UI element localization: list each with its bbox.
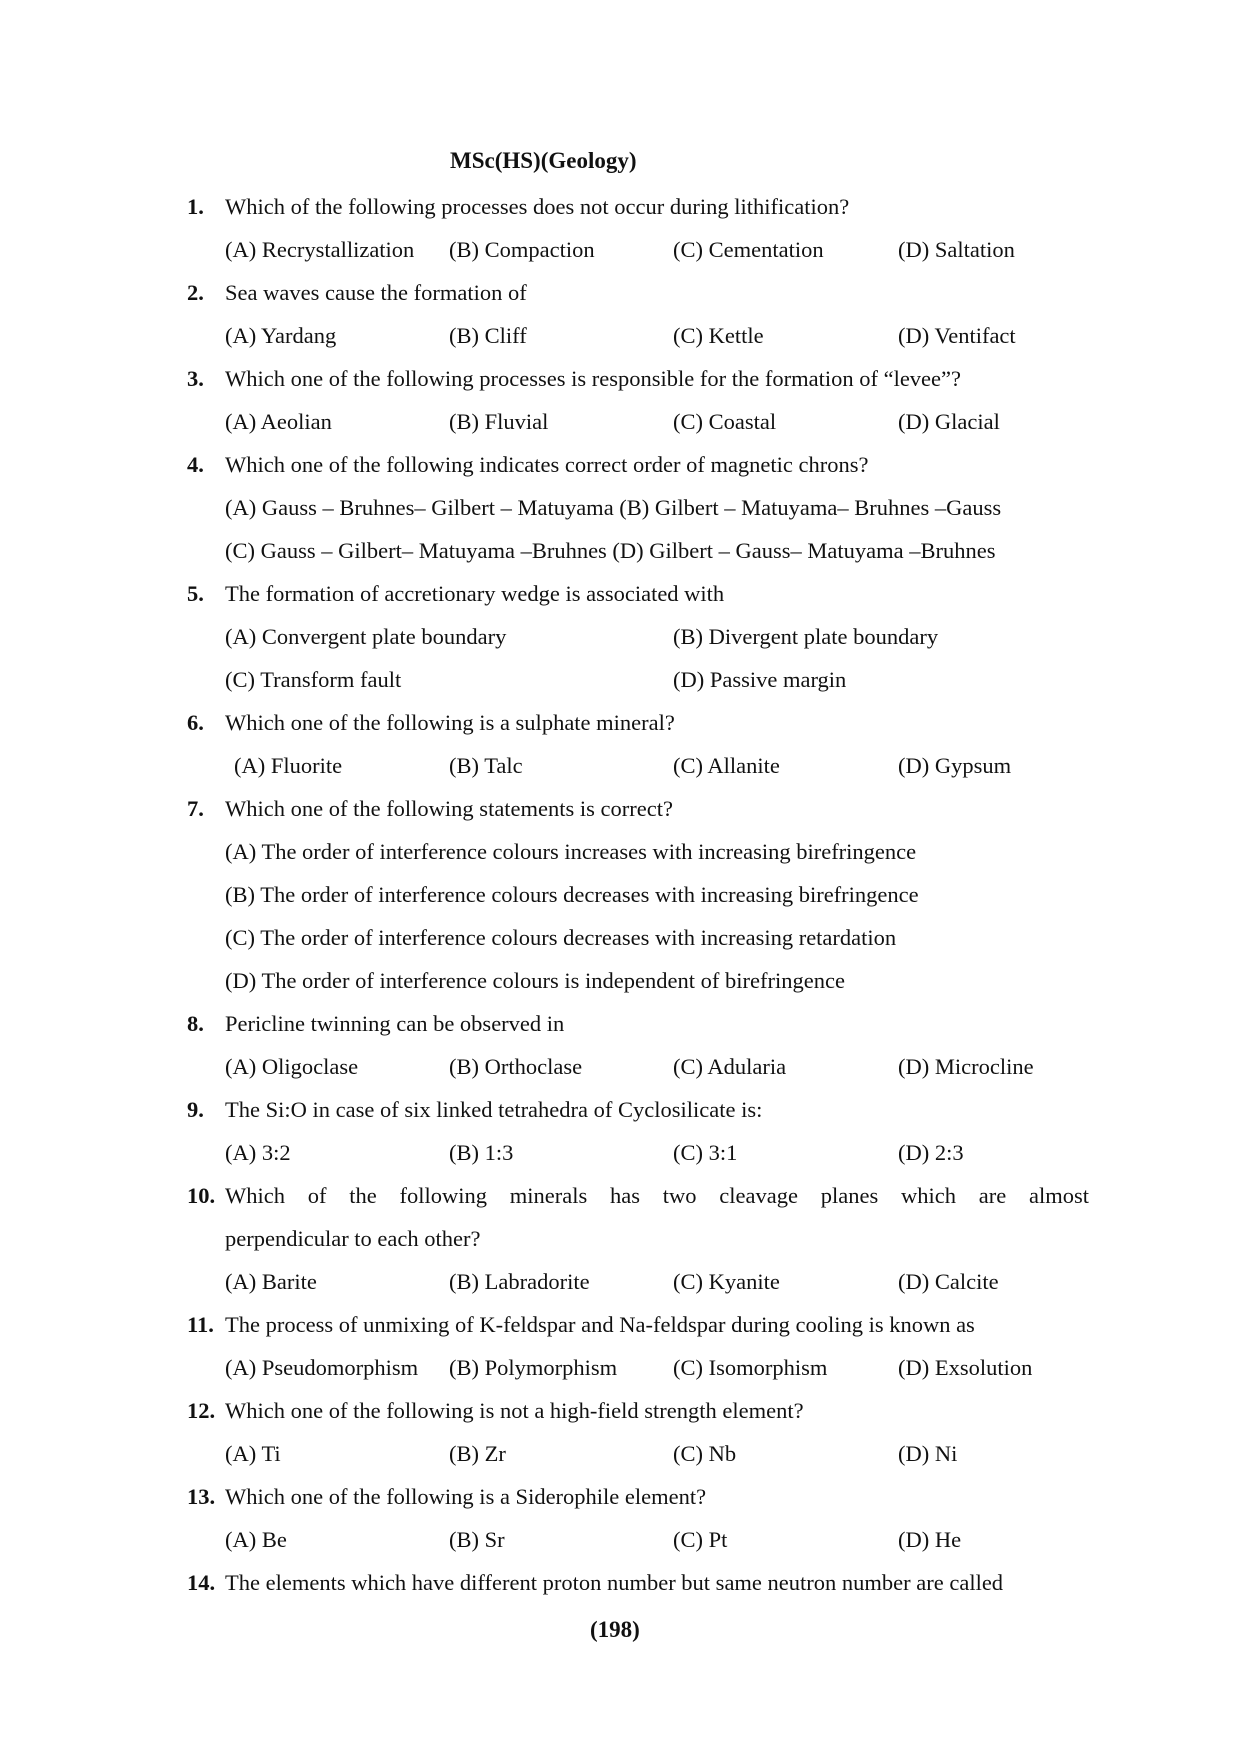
page-number: (198) — [590, 1617, 640, 1642]
option-b: (B) Talc — [449, 753, 523, 778]
option-a: (A) Pseudomorphism — [225, 1355, 419, 1380]
option-a: (A) Recrystallization — [225, 237, 415, 262]
option-a: (A) Barite — [225, 1269, 317, 1294]
option-b: (B) Zr — [449, 1441, 506, 1466]
question-number: 10. — [187, 1183, 216, 1208]
option-d: (D) Exsolution — [898, 1355, 1033, 1380]
exam-title: MSc(HS)(Geology) — [450, 148, 637, 173]
question-text: Which one of the following is a sulphate mineral? — [225, 710, 675, 735]
option-b: (B) Polymorphism — [449, 1355, 618, 1380]
option-b: (B) Orthoclase — [449, 1054, 583, 1079]
option-d: (D) Glacial — [898, 409, 1000, 434]
options-c-d: (C) Gauss – Gilbert– Matuyama –Bruhnes (D) Gilbert – Gauss– Matuyama –Bruhnes — [225, 538, 996, 563]
option-c: (C) Adularia — [673, 1054, 787, 1079]
option-c: (C) Kyanite — [673, 1269, 780, 1294]
option-d: (D) He — [898, 1527, 962, 1552]
question-text: The process of unmixing of K-feldspar and Na-feldspar during cooling is known as — [225, 1312, 975, 1337]
option-b: (B) Cliff — [449, 323, 527, 348]
option-d: (D) 2:3 — [898, 1140, 964, 1165]
option-d: (D) Microcline — [898, 1054, 1034, 1079]
option-c: (C) Nb — [673, 1441, 737, 1466]
option-a: (A) Convergent plate boundary — [225, 624, 507, 649]
question-number: 13. — [187, 1484, 216, 1509]
option-d: (D) Passive margin — [673, 667, 847, 692]
option-a: (A) Aeolian — [225, 409, 332, 434]
option-b: (B) Divergent plate boundary — [673, 624, 939, 649]
option-b: (B) The order of interference colours decreases with increasing birefringence — [225, 882, 919, 907]
option-d: (D) Calcite — [898, 1269, 999, 1294]
option-a: (A) Be — [225, 1527, 287, 1552]
option-a: (A) 3:2 — [225, 1140, 291, 1165]
option-c: (C) 3:1 — [673, 1140, 738, 1165]
question-text: The formation of accretionary wedge is associated with — [225, 581, 725, 606]
option-c: (C) Cementation — [673, 237, 824, 262]
option-b: (B) Labradorite — [449, 1269, 590, 1294]
question-text: Which one of the following is not a high-field strength element? — [225, 1398, 804, 1423]
question-text: Which one of the following indicates correct order of magnetic chrons? — [225, 452, 869, 477]
option-a: (A) The order of interference colours increases with increasing birefringence — [225, 839, 917, 864]
option-a: (A) Oligoclase — [225, 1054, 359, 1079]
question-number: 9. — [187, 1097, 204, 1122]
option-d: (D) Ni — [898, 1441, 958, 1466]
question-text: Sea waves cause the formation of — [225, 280, 527, 305]
option-b: (B) 1:3 — [449, 1140, 514, 1165]
question-number: 6. — [187, 710, 204, 735]
option-c: (C) Transform fault — [225, 667, 402, 692]
option-b: (B) Sr — [449, 1527, 505, 1552]
question-text: The Si:O in case of six linked tetrahedra of Cyclosilicate is: — [225, 1097, 763, 1122]
option-d: (D) Gypsum — [898, 753, 1012, 778]
question-number: 11. — [187, 1312, 214, 1337]
question-text: Which one of the following statements is correct? — [225, 796, 673, 821]
question-text: Which one of the following processes is responsible for the formation of “levee”? — [225, 366, 962, 391]
options-a-b: (A) Gauss – Bruhnes– Gilbert – Matuyama (B) Gilbert – Matuyama– Bruhnes –Gauss — [225, 495, 1002, 520]
question-number: 12. — [187, 1398, 216, 1423]
option-b: (B) Fluvial — [449, 409, 549, 434]
question-number: 7. — [187, 796, 204, 821]
option-d: (D) Saltation — [898, 237, 1015, 262]
option-c: (C) Pt — [673, 1527, 728, 1552]
option-c: (C) Coastal — [673, 409, 777, 434]
option-d: (D) The order of interference colours is independent of birefringence — [225, 968, 845, 993]
question-number: 3. — [187, 366, 204, 391]
option-a: (A) Fluorite — [234, 753, 343, 778]
question-number: 14. — [187, 1570, 216, 1595]
question-text: Pericline twinning can be observed in — [225, 1011, 565, 1036]
question-text: The elements which have different proton number but same neutron number are called — [225, 1570, 1004, 1595]
option-a: (A) Yardang — [225, 323, 337, 348]
question-number: 1. — [187, 194, 204, 219]
option-c: (C) Isomorphism — [673, 1355, 828, 1380]
question-text: Which of the following minerals has two cleavage planes which are almost — [225, 1183, 1089, 1208]
option-b: (B) Compaction — [449, 237, 595, 262]
option-c: (C) The order of interference colours decreases with increasing retardation — [225, 925, 897, 950]
question-number: 5. — [187, 581, 204, 606]
question-number: 4. — [187, 452, 204, 477]
option-c: (C) Allanite — [673, 753, 780, 778]
question-text-continued: perpendicular to each other? — [225, 1226, 481, 1251]
question-text: Which of the following processes does not occur during lithification? — [225, 194, 850, 219]
question-text: Which one of the following is a Siderophile element? — [225, 1484, 707, 1509]
option-d: (D) Ventifact — [898, 323, 1016, 348]
option-c: (C) Kettle — [673, 323, 764, 348]
option-a: (A) Ti — [225, 1441, 281, 1466]
question-number: 8. — [187, 1011, 204, 1036]
question-number: 2. — [187, 280, 204, 305]
